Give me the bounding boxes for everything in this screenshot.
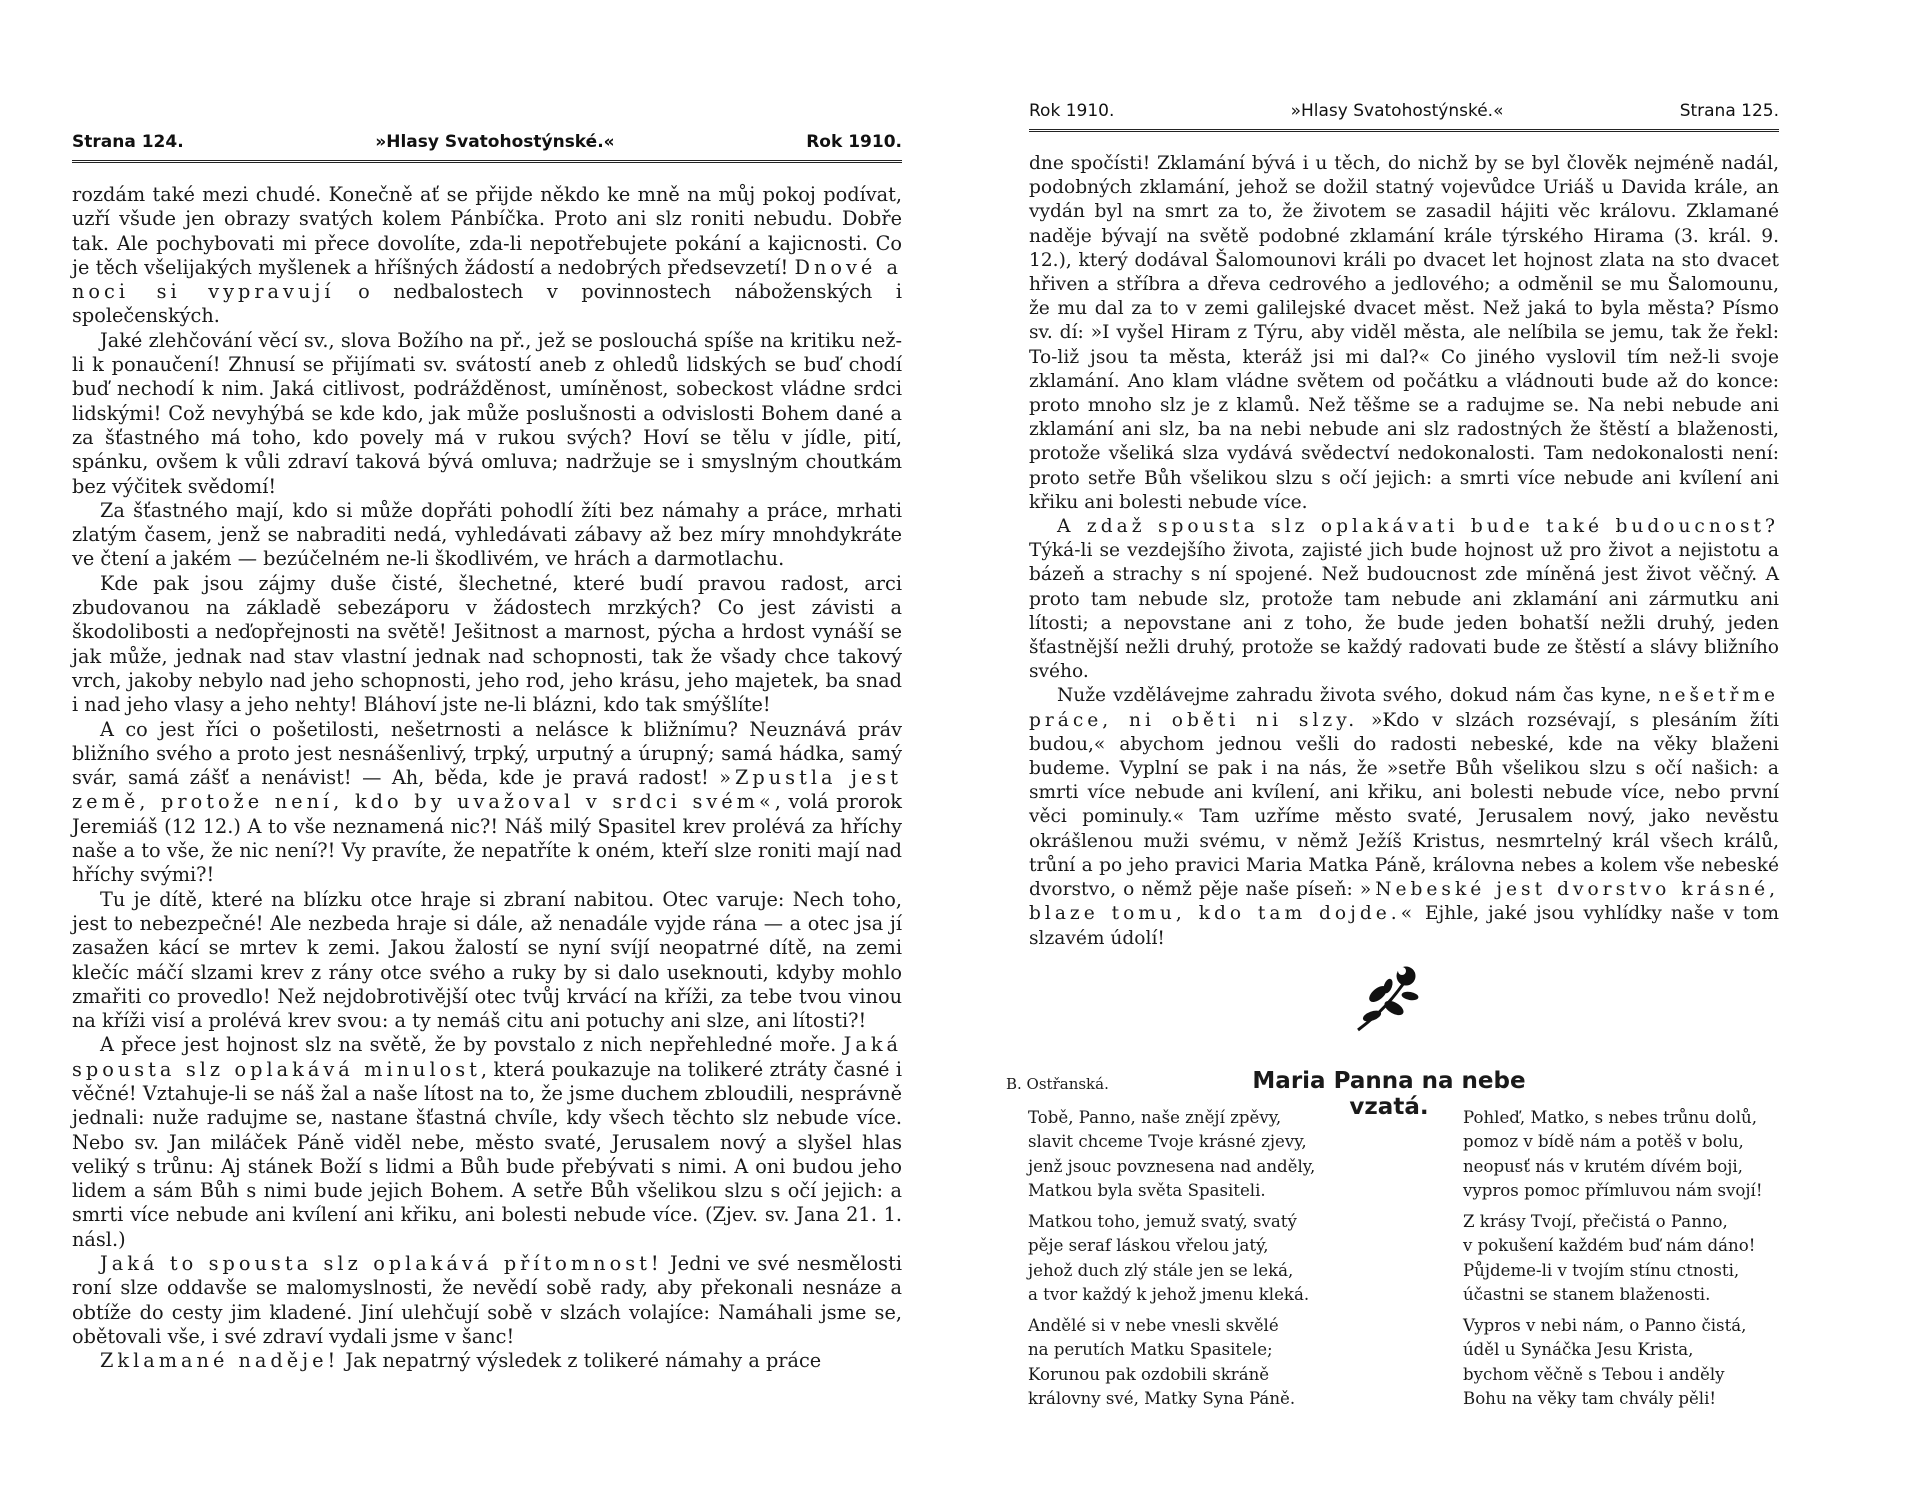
- right-header-journal-title: »Hlasy Svatohostýnské.«: [1290, 101, 1504, 121]
- left-running-header: [72, 132, 902, 152]
- poem-line: a tvor každý k jehož jmenu kleká.: [1028, 1285, 1310, 1305]
- body-text-run: , volá prorok Jeremiáš (12 12.) A to vše neznamená nic?! Náš milý Spasitel krev prolévá za hříchy naše a to vše, že nic není?! Vy pravíte, že nepatříte k oném, kteří slze roniti mají nad hříchy svými?!: [72, 790, 902, 887]
- body-text-run: Týká-li se vezdejšího života, zajisté jich bude hojnost už pro život a nejistotu a bázeň a strachy s ní spojené. Než budoucnost zde míněná jest život věčný. A proto tam nebude slz, protože tam nebude ani zklamání ani zármutku ani lítosti; a nepovstane ani z toho, že bude jeden bohatší nežli druhý, jeden šťastnější nežli druhý, protože se každý radovati bude ze štěstí a slávy bližního svého.: [1029, 540, 1779, 683]
- poem-line: Tobě, Panno, naše znějí zpěvy,: [1028, 1108, 1282, 1127]
- body-text-run: Jaké zlehčování věcí sv., slova Božího na př., jež se poslouchá spíše na kritiku než-li k ponaučení! Zhnusí se přijímati sv. svátostí aneb z ohledů lidských se buď chodí buď nechodí k nim. Jaká citlivost, podrážděnost, umíněnost, sobeckost vládne srdci lidskými! Což nevyhýbá se kde kdo, jak může poslušnosti a odvislosti Bohem dané a za šťastného má toho, kdo povely má v rukou svých? Hoví se tělu v jídle, pití, spánku, ovšem k vůli zdraví taková bývá omluva; nadržuje se i smyslným choutkám bez výčitek svědomí!: [72, 328, 902, 498]
- left-paragraph: [72, 888, 902, 1034]
- left-body-text: [72, 183, 902, 1374]
- left-paragraph: [72, 1349, 902, 1373]
- spaced-emphasis-text: Dnové a noci si vypravují: [72, 255, 902, 304]
- left-paragraph: [72, 329, 902, 499]
- poem-line: pěje seraf láskou vřelou jatý,: [1028, 1236, 1269, 1256]
- poem-author: B. Ostřanská.: [1006, 1075, 1109, 1093]
- poem-stanza: [1028, 1210, 1309, 1308]
- poem-stanza: [1028, 1314, 1295, 1412]
- body-text-run: Ejhle, jaké jsou vyhlídky naše v tom slzavém údolí!: [1029, 903, 1780, 949]
- right-header-page-number: Strana 125.: [1679, 101, 1779, 121]
- right-paragraph: [1029, 684, 1779, 950]
- body-text-run: rozdám také mezi chudé. Konečně ať se přijde někdo ke mně na můj pokoj podívat, uzří všude jen obrazy svatých kolem Pánbíčka. Proto ani slz roniti nebudu. Dobře tak. Ale pochybovati mi přece dovolíte, zda-li nepotřebujete pokání a kajicnosti. Co je těch všelijakých myšlenek a hříšných žádostí a nedobrých předsevzetí!: [72, 183, 902, 279]
- left-header-page-number: Strana 124.: [72, 132, 184, 152]
- poem-line: neopusť nás v krutém dívém boji,: [1463, 1156, 1743, 1176]
- poem-line: Bohu na věky tam chvály pěli!: [1463, 1389, 1717, 1409]
- body-text-run: Za šťastného mají, kdo si může dopřáti pohodlí žíti bez námahy a práce, mrhati zlatým časem, jenž se nabraditi nedá, vyhledávati zábavy až bez míry mnohdykráte ve čtení a jakém — bezúčelném ne-li škodlivém, ve hrách a darmotlachu.: [72, 498, 902, 571]
- poem-line: slavit chceme Tvoje krásné zjevy,: [1028, 1132, 1307, 1152]
- body-text-run: dne spočísti! Zklamání bývá i u těch, do nichž by se byl člověk nejméně nadál, podobných zklamání, jehož se dožil statný vojevůdce Uriáš u Davida krále, an vydán byl na smrt za to, že životem se zasadil hájiti věc královu. Zklamané naděje bývají na světě podobné zklamání krále týrského Hirama (3. král. 9. 12.), který dodával Šalomounovi králi po dvacet let hojnost zlata na sto dvacet hřiven a stříbra a dřeva cedrového a jedlového; a odměnil se mu Šalomounu, že mu dal za to v zemi galilejské dvacet měst. Než jaká to byla města? Písmo sv. dí: »I vyšel Hiram z Týru, aby viděl města, ale nelíbila se jemu, tak že řekl: To-liž jsou ta města, kteráž jsi mi dal?« Co jiného vyslovil tím než-li svoje zklamání. Ano klam vládne světem od počátku a vládnouti bude až do konce: proto mnoho slz je z klamů. Než těšme se a radujme se. Na nebi nebude ani zklamání ani slz, ba na nebi nebude ani slz radostných že štěstí a blaženosti, protože všeliká slza vydává svědectví nedokonalosti. Tam nedokonalosti není: proto setře Bůh všelikou slzu s očí jejich: a smrti více nebude ani kvílení ani křiku ani bolesti nebude více.: [1029, 153, 1779, 513]
- poem-stanza: [1463, 1210, 1755, 1308]
- spaced-emphasis-text: nešetřme práce, ni oběti ni slzy.: [1029, 685, 1779, 731]
- body-text-run: A co jest říci o pošetilosti, nešetrnosti a nelásce k bližnímu? Neuznává práv bližního svého a proto jest nesnášenlivý, trpký, urputný a úrupný; samá hádka, samý svár, samá zášť a nenávist! — Ah, běda, kde je pravá radost!: [72, 717, 902, 790]
- body-text-run: Kde pak jsou zájmy duše čisté, šlechetné, které budí pravou radost, arci zbudovanou na základě sebezáporu v žádostech mrzkých? Co jest závisti a škodolibosti a neďopřejnosti na světě! Ješitnost a marnost, pýcha a hrdost vynáší se jak může, jednak nad stav vlastní jednak nad schopnosti, tak že všady chce takový vrch, jakoby nebylo nad jeho schopnosti, jeho rod, jeho krásu, jeho majetek, ba snad i nad jeho vlasy a jeho nehty! Bláhoví jste ne-li blázni, kdo tak smýšlíte!: [72, 571, 902, 717]
- spaced-emphasis-text: »Zpustla jest země, protože není, kdo by uvažoval v srdci svém«: [72, 766, 902, 814]
- right-header-rule: [1029, 129, 1779, 135]
- poem-line: Pohleď, Matko, s nebes trůnu dolů,: [1463, 1108, 1757, 1127]
- spaced-emphasis-text: Zklamané naděje!: [100, 1349, 340, 1373]
- body-text-run: , která poukazuje na tolikeré ztráty časné i věčné! Vztahuje-li se náš žal a naše lítost na to, že jsme duchem zbloudili, nesprávně jednali: nuže radujme se, nastane šťastná chvíle, kdy všech těchto slz nebude více. Nebo sv. Jan miláček Páně viděl nebe, město svaté, Jerusalem nový a slyšel hlas veliký s trůnu: Aj stánek Boží s lidmi a Bůh bude přebývati s nimi. A oni budou jeho lidem a sám Bůh s nimi bude jejich Bohem. A setře Bůh všelikou slzu s očí jejich: a smrti více nebude ani kvílení ani křiku, ani bolesti nebude více. (Zjev. sv. Jana 21. 1. násl.): [72, 1057, 902, 1251]
- poem-line: jehož duch zlý stále jen se leká,: [1028, 1260, 1294, 1280]
- poem-line: Matkou byla světa Spasiteli.: [1028, 1181, 1266, 1201]
- left-paragraph: [72, 718, 902, 888]
- right-paragraph: [1029, 152, 1779, 515]
- poem-line: bychom věčně s Tebou i anděly: [1463, 1364, 1725, 1384]
- poem-line: vypros pomoc přímluvou nám svojí!: [1463, 1181, 1763, 1201]
- poem-stanza: [1463, 1106, 1763, 1204]
- poem-line: úděl u Synáčka Jesu Krista,: [1463, 1340, 1694, 1360]
- poem-line: Korunou pak ozdobili skráně: [1028, 1364, 1270, 1384]
- right-page: [954, 0, 1908, 1501]
- poem-line: královny své, Matky Syna Páně.: [1028, 1389, 1296, 1409]
- left-paragraph: [72, 1252, 902, 1349]
- spaced-emphasis-text: »Nebeské jest dvorstvo krásné, blaze tomu, kdo tam dojde.«: [1029, 879, 1779, 925]
- poem-line: jenž jsouc povznesena nad anděly,: [1028, 1156, 1316, 1176]
- left-header-journal-title: »Hlasy Svatohostýnské.«: [375, 132, 615, 152]
- body-text-run: Jak nepatrný výsledek z tolikeré námahy a práce: [339, 1349, 822, 1373]
- spaced-emphasis-text: A zdaž spousta slz oplakávati bude také budoucnost?: [1057, 516, 1779, 538]
- left-paragraph: [72, 183, 902, 329]
- left-paragraph: [72, 572, 902, 718]
- left-header-rule: [72, 160, 902, 166]
- poem-stanza: [1463, 1314, 1746, 1412]
- poem-line: Půjdeme-li v tvojím stínu ctnosti,: [1463, 1260, 1740, 1280]
- poem-line: Andělé si v nebe vnesli skvělé: [1028, 1316, 1279, 1335]
- body-text-run: o nedbalostech v povinnostech náboženských i společenských.: [72, 280, 902, 328]
- right-running-header: [1029, 101, 1779, 121]
- body-text-run: Nuže vzdělávejme zahradu života svého, dokud nám čas kyne,: [1057, 685, 1659, 707]
- left-paragraph: [72, 1033, 902, 1252]
- spaced-emphasis-text: Jaká spousta slz oplakává minulost: [72, 1033, 902, 1081]
- poem-line: pomoz v bídě nám a potěš v bolu,: [1463, 1132, 1744, 1152]
- poem-line: Matkou toho, jemuž svatý, svatý: [1028, 1212, 1297, 1231]
- body-text-run: Tu je dítě, které na blízku otce hraje si zbraní nabitou. Otec varuje: Nech toho, jest to nebezpečné! Ale nezbeda hraje si dále, až nenadále vyjde rána — a otec jsa jí zasažen kácí se mrtev k zemi. Jakou žalostí se nyní svíjí neopatrné dítě, na zemi klečíc máčí slzami krev z rány otce svého a ruky by si dalo useknouti, kdyby mohlo zmařiti co provedlo! Než nejdobrotivější otec tvůj krvácí na kříži, za tebe tvou vinou na kříži visí a prolévá krev svou: a ty nemáš citu ani potuchy ani slze, ani lítosti?!: [72, 887, 902, 1033]
- body-text-run: Jedni ve své nesmělosti roní slze oddavše se malomyslnosti, že nevědí sobě rady, aby překonali nesnáze a obtíže do cesty jim kladené. Jiní ulehčují sobě v slzách volajíce: Namáhali jsme se, obětovali vše, i své zdraví vydali jsme v šanc!: [72, 1252, 902, 1348]
- left-paragraph: [72, 499, 902, 572]
- spaced-emphasis-text: Jaká to spousta slz oplakává přítomnost!: [100, 1252, 663, 1276]
- right-paragraph: [1029, 515, 1779, 684]
- body-text-run: »Kdo v slzách rozsévají, s plesáním žíti budou,« abychom jednou vešli do radosti nebeské, kde na věky blaženi budeme. Vyplní se pak i na nás, že »setře Bůh všelikou slzu s očí našich: a smrti více nebude ani kvílení, ani křiku, ani bolesti nebude více, nebo první věci pominuly.« Tam uzříme město svaté, Jerusalem nový, jako nevěstu okrášlenou muži svému, v němž Ježíš Kristus, nesmrtelný král všech králů, trůní a po jeho pravici Maria Matka Páně, královna nebes a kolem vše nebeské dvorstvo, o němž pěje naše píseň:: [1029, 709, 1779, 901]
- right-body-text: [1029, 152, 1779, 951]
- left-header-year: Rok 1910.: [806, 132, 902, 152]
- poem-line: v pokušení každém buď nám dáno!: [1463, 1236, 1756, 1256]
- body-text-run: A přece jest hojnost slz na světě, že by povstalo z nich nepřehledné moře.: [100, 1033, 844, 1057]
- poem-line: účastni se stanem blaženosti.: [1463, 1285, 1711, 1305]
- poem-stanza: [1028, 1106, 1315, 1204]
- poem-line: Vypros v nebi nám, o Panno čistá,: [1463, 1316, 1747, 1335]
- poem-line: Z krásy Tvojí, přečistá o Panno,: [1463, 1212, 1728, 1231]
- rose-sprig-icon: [1348, 960, 1428, 1040]
- poem-line: na perutích Matku Spasitele;: [1028, 1340, 1273, 1360]
- right-header-year: Rok 1910.: [1029, 101, 1115, 121]
- poem-title: Maria Panna na nebe vzatá.: [1252, 1068, 1526, 1120]
